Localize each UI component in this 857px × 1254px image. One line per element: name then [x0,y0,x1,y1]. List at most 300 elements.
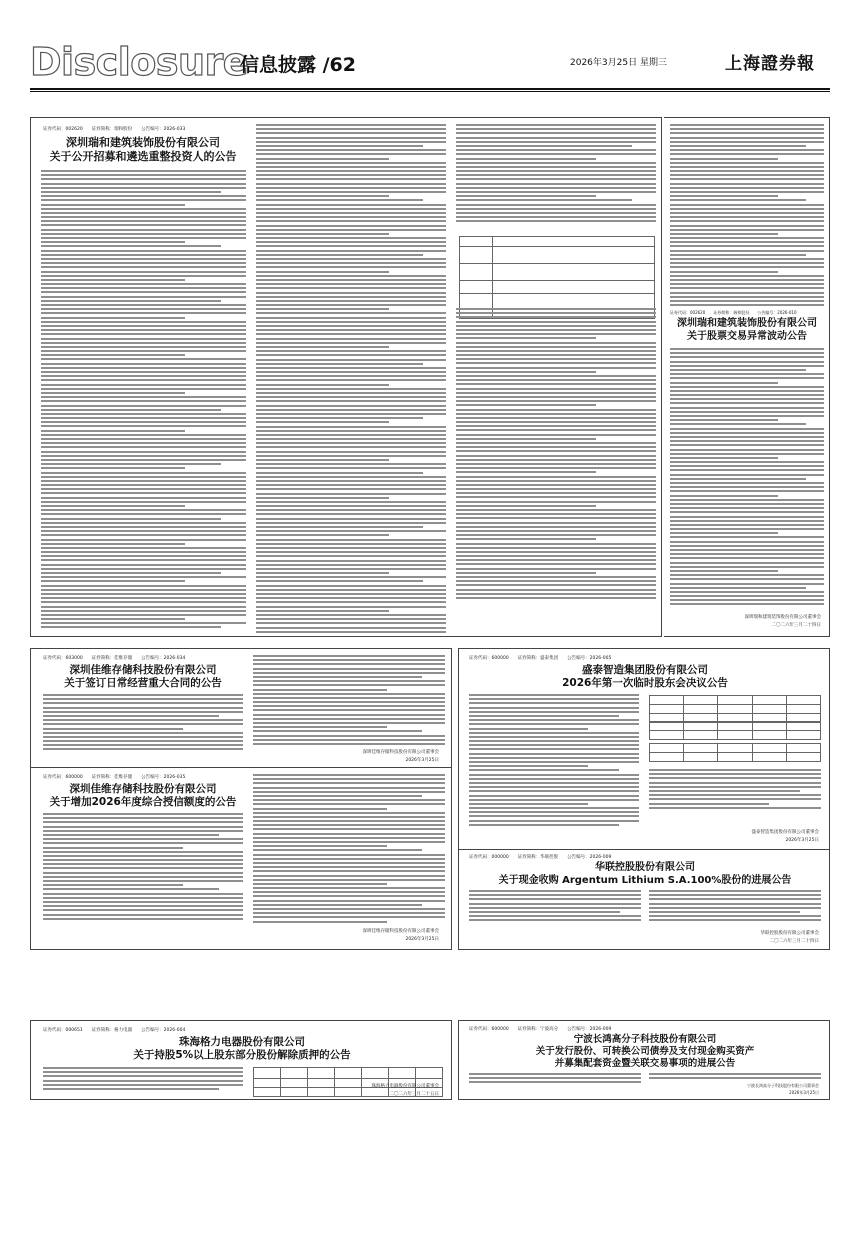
text-line [670,250,824,252]
text-line [649,894,821,896]
text-line [41,371,246,373]
text-line [41,216,246,218]
text-line [256,493,446,495]
text-line [469,803,588,805]
text-line [649,1073,821,1075]
text-line [670,486,824,488]
text-line [253,812,445,814]
text-line [256,430,446,432]
text-line [253,912,445,914]
text-line [456,563,656,565]
text-line [456,312,656,314]
text-line [456,170,656,172]
text-line [253,774,445,776]
text-line [670,170,824,172]
body-column [469,890,641,924]
text-line [253,735,445,737]
text-line [456,321,656,323]
text-line [43,918,243,920]
text-line [670,541,824,543]
text-line [43,826,243,828]
text-line [469,911,620,913]
text-line [256,195,389,197]
text-line [256,141,446,143]
text-line [43,715,219,717]
text-line [670,549,824,551]
text-line [41,585,246,587]
text-line [456,371,596,373]
text-line [43,901,243,903]
text-line [456,183,656,185]
text-line [256,539,446,541]
text-line [256,526,423,528]
text-line [456,208,656,210]
title-line: 深圳瑞和建筑装饰股份有限公司 [677,318,817,329]
text-line [41,250,246,252]
text-line [649,803,769,805]
text-line [41,183,246,185]
text-line [41,354,185,356]
text-line [456,446,656,448]
text-line [469,903,641,905]
text-line [41,296,246,298]
text-line [456,580,656,582]
text-line [41,187,246,189]
text-line [256,371,446,373]
text-line [253,739,445,741]
text-line [469,702,639,704]
text-line [43,698,243,700]
text-line [41,576,246,578]
text-line [256,501,446,503]
text-line [649,911,800,913]
text-line [41,325,246,327]
text-line [670,369,806,371]
text-line [253,908,445,910]
text-line [456,400,656,402]
text-line [41,329,246,331]
text-line [456,488,656,490]
text-line [253,870,445,872]
text-line [256,132,446,134]
text-line [456,480,656,482]
text-line [41,593,246,595]
text-line [456,467,656,469]
text-line [41,463,221,465]
text-line [41,534,246,536]
text-line [456,204,656,206]
article-title [489,664,801,690]
text-line [670,520,824,522]
text-line [456,450,656,452]
text-line [649,807,821,809]
text-line [456,429,656,431]
text-line [253,655,445,657]
form-table [459,236,655,319]
text-line [456,584,656,586]
text-line [41,488,246,490]
text-line [253,808,387,810]
text-line [41,572,221,574]
text-line [41,191,221,193]
text-line [41,421,246,423]
text-line [253,845,387,847]
text-line [41,480,246,482]
text-line [253,778,445,780]
text-line [256,597,446,599]
text-line [649,794,821,796]
text-line [670,415,824,417]
text-line [41,279,185,281]
text-line [41,446,246,448]
text-line [256,325,446,327]
text-line [253,858,445,860]
text-line [256,279,446,281]
text-line [456,572,596,574]
text-line [469,799,639,801]
text-line [456,191,656,193]
vote-table [649,743,821,762]
text-line [456,342,656,344]
text-line [670,432,824,434]
text-line [41,492,246,494]
body-column [43,694,243,753]
text-line [41,237,246,239]
text-line [256,204,446,206]
text-line [469,744,639,746]
article-meta: 证券代码：600000 证券简称：盛泰集团 公告编号：2026-005 [469,656,612,661]
text-line [256,304,446,306]
text-line [469,1073,641,1075]
text-line [256,191,446,193]
text-line [43,884,183,886]
text-line [43,855,243,857]
text-line [256,199,423,201]
text-line [670,212,824,214]
text-line [456,555,656,557]
text-line [41,258,246,260]
text-line [670,304,824,306]
text-line [256,321,446,323]
text-line [649,1077,821,1079]
text-line [256,220,446,222]
text-line [41,262,246,264]
article-title [469,862,821,887]
text-line [670,574,824,576]
text-line [256,580,423,582]
title-line: 关于签订日常经营重大合同的公告 [64,677,222,690]
article-hualian-acquisition [458,850,830,950]
text-line [41,547,246,549]
body-column [43,1067,243,1092]
text-line [256,618,446,620]
text-line [670,553,824,555]
text-line [43,863,243,865]
text-line [456,559,656,561]
text-line [256,631,446,633]
text-line [41,564,246,566]
article-meta: 证券代码：002620 证券简称：瑞和股份 公告编号：2026-010 [670,310,797,315]
text-line [670,566,824,568]
text-line [253,709,445,711]
text-line [670,461,824,463]
text-line [41,266,246,268]
text-line [256,350,446,352]
text-line [41,304,246,306]
text-line [41,497,246,499]
text-line [670,225,824,227]
text-line [456,141,656,143]
text-line [670,469,824,471]
text-line [253,879,445,881]
text-line [456,517,656,519]
text-line [256,442,446,444]
masthead [30,38,830,86]
vote-table [649,721,821,740]
text-line [256,225,446,227]
text-line [41,530,246,532]
title-line: 宁波长鸿高分子科技股份有限公司 [573,1034,717,1045]
text-line [256,375,446,377]
text-line [256,534,389,536]
text-line [469,786,639,788]
title-line: 深圳瑞和建筑装饰股份有限公司 [66,136,220,149]
text-line [41,333,246,335]
text-line [256,589,446,591]
text-line [670,398,824,400]
text-line [256,183,446,185]
newspaper-name: 上海證券報 [725,54,815,74]
text-line [256,601,446,603]
text-line [41,396,246,398]
text-line [41,455,246,457]
text-line [670,216,824,218]
body-column [649,890,821,924]
text-line [670,511,824,513]
title-line: 关于发行股份、可转换公司债券及支付现金购买资产 [535,1045,755,1057]
text-line [456,124,656,126]
text-line [456,522,656,524]
text-line [256,413,446,415]
text-line [256,237,446,239]
text-line [670,237,824,239]
text-line [253,730,422,732]
article-meta: 证券代码：000651 证券简称：格力电器 公告编号：2026-004 [43,1028,186,1033]
text-line [41,413,246,415]
text-line [256,509,446,511]
text-line [469,894,641,896]
text-line [256,467,446,469]
text-line [456,513,656,515]
text-line [256,208,446,210]
text-line [41,254,246,256]
text-line [456,166,656,168]
text-line [456,597,656,599]
text-line [469,1077,641,1079]
text-line [43,897,243,899]
text-line [670,490,824,492]
text-line [256,229,446,231]
title-line: 并募集配套资金暨关联交易事项的进展公告 [554,1057,736,1069]
text-line [43,813,243,815]
text-line [469,811,639,813]
body-column [670,348,824,608]
signature: 深圳佳维存储科技股份有限公司董事会 [362,929,439,934]
text-line [256,513,446,515]
text-line [256,484,446,486]
text-line [43,867,243,869]
text-line [41,501,246,503]
text-line [256,518,446,520]
text-line [41,384,246,386]
text-line [670,262,824,264]
text-line [43,740,243,742]
text-line [670,599,824,601]
text-line [41,379,246,381]
text-line [456,383,656,385]
body-column [43,813,243,922]
text-line [253,705,445,707]
text-line [43,893,243,895]
text-line [469,769,619,771]
text-line [456,337,596,339]
text-line [456,543,656,545]
section-wordmark: Disclosure [30,40,249,84]
text-line [256,421,389,423]
text-line [670,141,824,143]
text-line [256,346,389,348]
text-line [41,342,246,344]
signature-date: 2026年3月25日 [405,758,439,763]
text-line [456,379,656,381]
text-line [43,834,219,836]
body-column [253,655,445,747]
text-line [469,890,641,892]
text-line [670,382,778,384]
text-line [41,338,246,340]
text-line [670,390,824,392]
text-line [670,507,824,509]
text-line [256,145,423,147]
text-line [469,1081,641,1083]
text-line [256,137,446,139]
text-line [43,1067,243,1069]
text-line [41,451,246,453]
text-line [41,233,246,235]
text-line [670,162,824,164]
text-line [670,578,824,580]
text-line [256,564,446,566]
text-line [456,551,656,553]
text-line [41,170,246,172]
body-column [253,774,445,925]
text-line [456,195,596,197]
text-line [43,744,243,746]
title-line: 华联控股股份有限公司 [595,862,695,873]
text-line [41,467,185,469]
text-line [256,555,446,557]
text-line [456,492,656,494]
text-line [253,663,445,665]
text-line [253,743,445,745]
text-line [670,499,824,501]
text-line [670,503,824,505]
text-line [469,736,639,738]
text-line [253,803,445,805]
text-line [43,909,243,911]
text-line [256,212,446,214]
text-line [43,859,243,861]
text-line [41,204,185,206]
text-line [41,208,246,210]
text-line [256,459,389,461]
text-line [649,790,800,792]
text-line [649,782,821,784]
text-line [670,516,824,518]
text-line [43,880,243,882]
article-title [469,1034,821,1070]
text-line [41,392,185,394]
text-line [41,580,185,582]
text-line [456,421,656,423]
text-line [43,707,243,709]
article-meta: 证券代码：603000 证券简称：佳维存储 公告编号：2026-034 [43,656,186,661]
text-line [256,367,446,369]
text-line [41,430,185,432]
text-line [469,782,639,784]
text-line [670,271,778,273]
text-line [469,740,639,742]
text-line [469,753,639,755]
text-line [456,396,656,398]
text-line [43,1084,243,1086]
text-line [670,245,824,247]
signature-date: 二〇二六年三月二十四日 [769,939,819,944]
signature-date: 2026年3月25日 [789,1090,819,1095]
body-column [670,124,824,308]
text-line [670,356,824,358]
text-line [41,610,246,612]
article-ningbo-restructure [458,1020,830,1100]
text-line [670,233,778,235]
text-line [256,178,446,180]
signature: 宁波长鸿高分子科技股份有限公司董事会 [747,1083,819,1088]
text-line [256,560,446,562]
text-line [253,714,445,716]
title-line: 关于持股5%以上股东部分股份解除质押的公告 [133,1049,351,1062]
text-line [670,411,824,413]
text-line [253,782,445,784]
text-line [670,187,824,189]
text-line [670,145,806,147]
text-line [670,254,806,256]
masthead-rule [30,88,830,90]
text-line [670,137,824,139]
text-line [256,463,446,465]
text-line [253,854,445,856]
text-line [256,162,446,164]
text-line [253,676,422,678]
text-line [253,837,445,839]
text-line [256,455,446,457]
text-line [456,496,656,498]
article-title [43,136,243,164]
text-line [41,199,246,201]
signature-date: 2026年3月25日 [785,838,819,843]
text-line [253,791,445,793]
text-line [670,352,824,354]
text-line [43,1080,243,1082]
